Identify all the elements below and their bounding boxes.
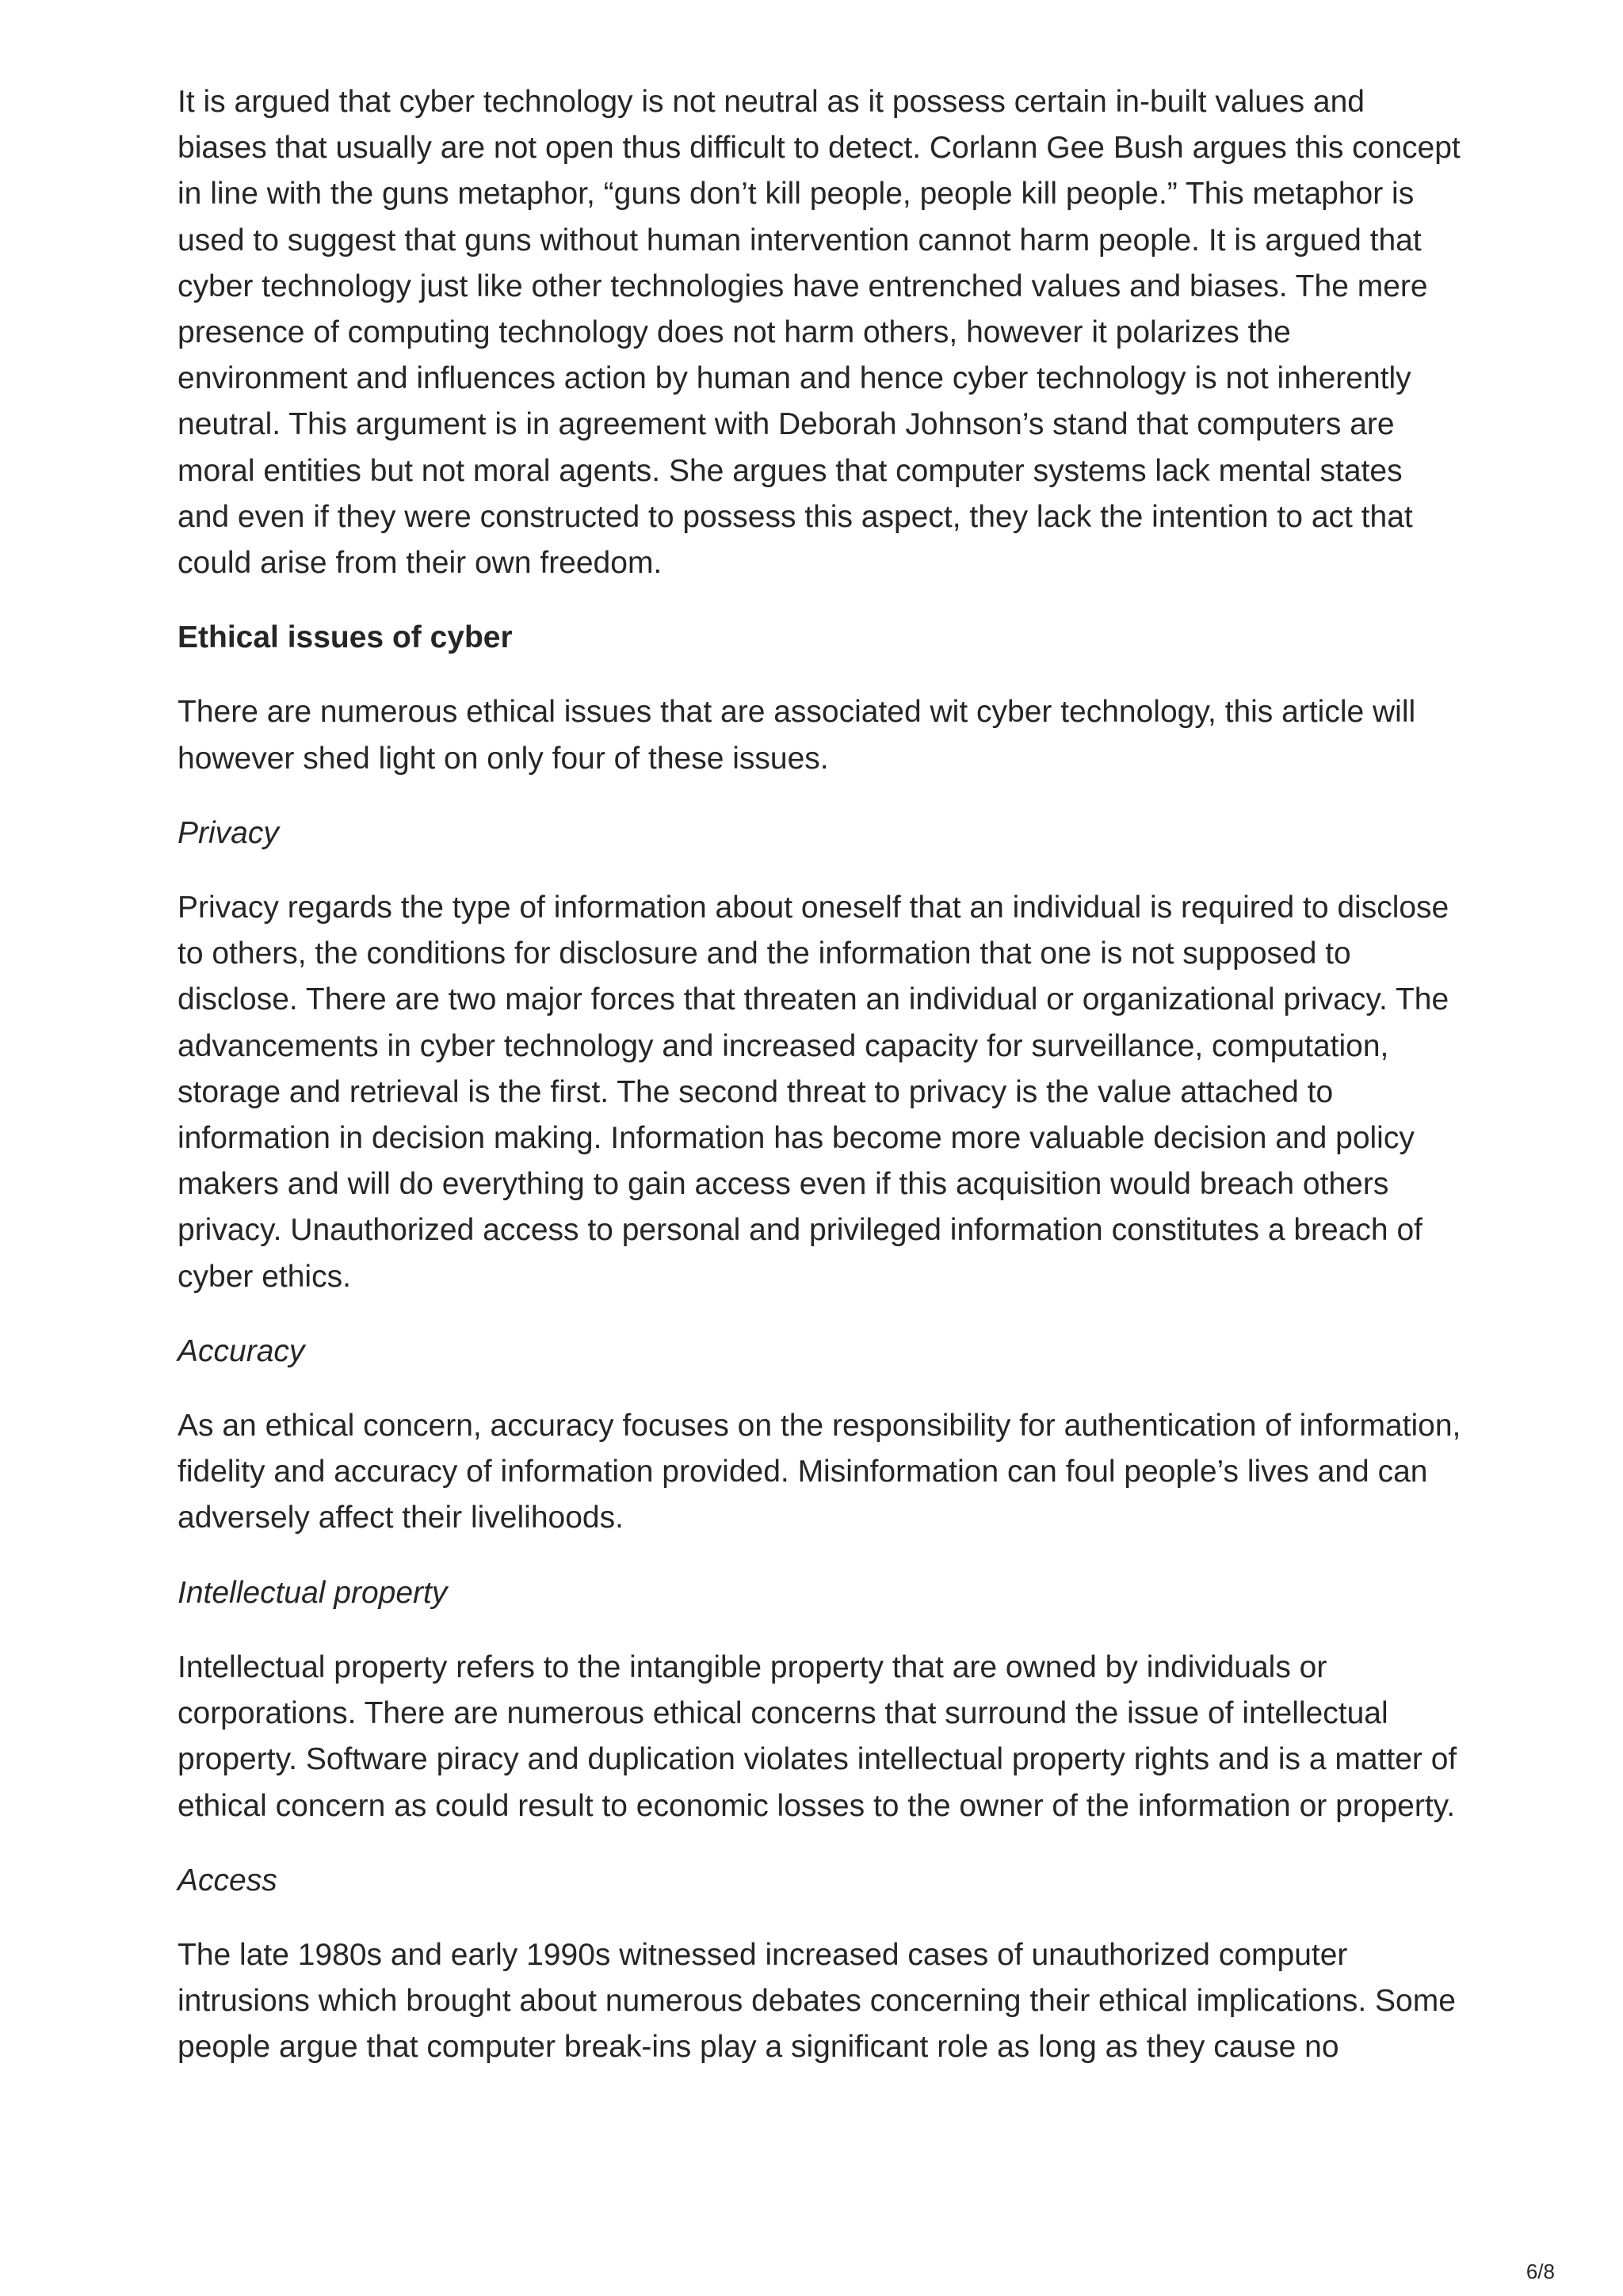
subheading-intellectual-property: Intellectual property (178, 1575, 448, 1610)
subheading-access: Access (178, 1863, 277, 1897)
paragraph-privacy: Privacy regards the type of information about oneself that an individual is required to disclose to others, the conditions for disclosure and the information that one is not supposed to disclose. There are two major forces that threaten an individual or organizational privacy. The advancements in cyber technology and increased capacity for surveillance, computation, storage and retrieval is the first. The second threat to privacy is the value attached to information in decision making. Information has become more valuable decision and policy makers and will do everything to gain access even if this acquisition would breach others privacy. Unauthorized access to personal and privileged information constitutes a breach of cyber ethics. (178, 891, 1449, 1294)
paragraph-access: The late 1980s and early 1990s witnessed increased cases of unauthorized computer intrusions which brought about numerous debates concerning their ethical implications. Some people argue that computer break-ins play a significant role as long as they cause no (178, 1937, 1456, 2065)
paragraph-neutrality: It is argued that cyber technology is not neutral as it possess certain in-built values and biases that usually are not open thus difficult to detect. Corlann Gee Bush argues this concept in line with the guns metaphor, “guns don’t kill people, people kill people.” This metaphor is used to suggest that guns without human intervention cannot harm people. It is argued that cyber technology just like other technologies have entrenched values and biases. The mere presence of computing technology does not harm others, however it polarizes the environment and influences action by human and hence cyber technology is not inherently neutral. This argument is in agreement with Deborah Johnson’s stand that computers are moral entities but not moral agents. She argues that computer systems lack mental states and even if they were constructed to possess this aspect, they lack the intention to act that could arise from their own freedom. (178, 85, 1461, 581)
subheading-accuracy: Accuracy (178, 1333, 305, 1368)
paragraph-intro-issues: There are numerous ethical issues that are associated wit cyber technology, this article will however shed light on only four of these issues. (178, 695, 1416, 776)
subheading-privacy: Privacy (178, 815, 279, 850)
section-heading-ethical-issues: Ethical issues of cyber (178, 620, 513, 655)
article-body (178, 79, 1461, 2100)
paragraph-intellectual-property: Intellectual property refers to the intangible property that are owned by individuals or corporations. There are numerous ethical concerns that surround the issue of intellectual property. Software piracy and duplication violates intellectual property rights and is a matter of ethical concern as could result to economic losses to the owner of the information or property. (178, 1650, 1457, 1823)
page-number: 6/8 (1526, 2260, 1555, 2283)
paragraph-accuracy: As an ethical concern, accuracy focuses on the responsibility for authentication of information, fidelity and accuracy of information provided. Misinformation can foul people’s lives and can adversely affect their livelihoods. (178, 1409, 1461, 1535)
